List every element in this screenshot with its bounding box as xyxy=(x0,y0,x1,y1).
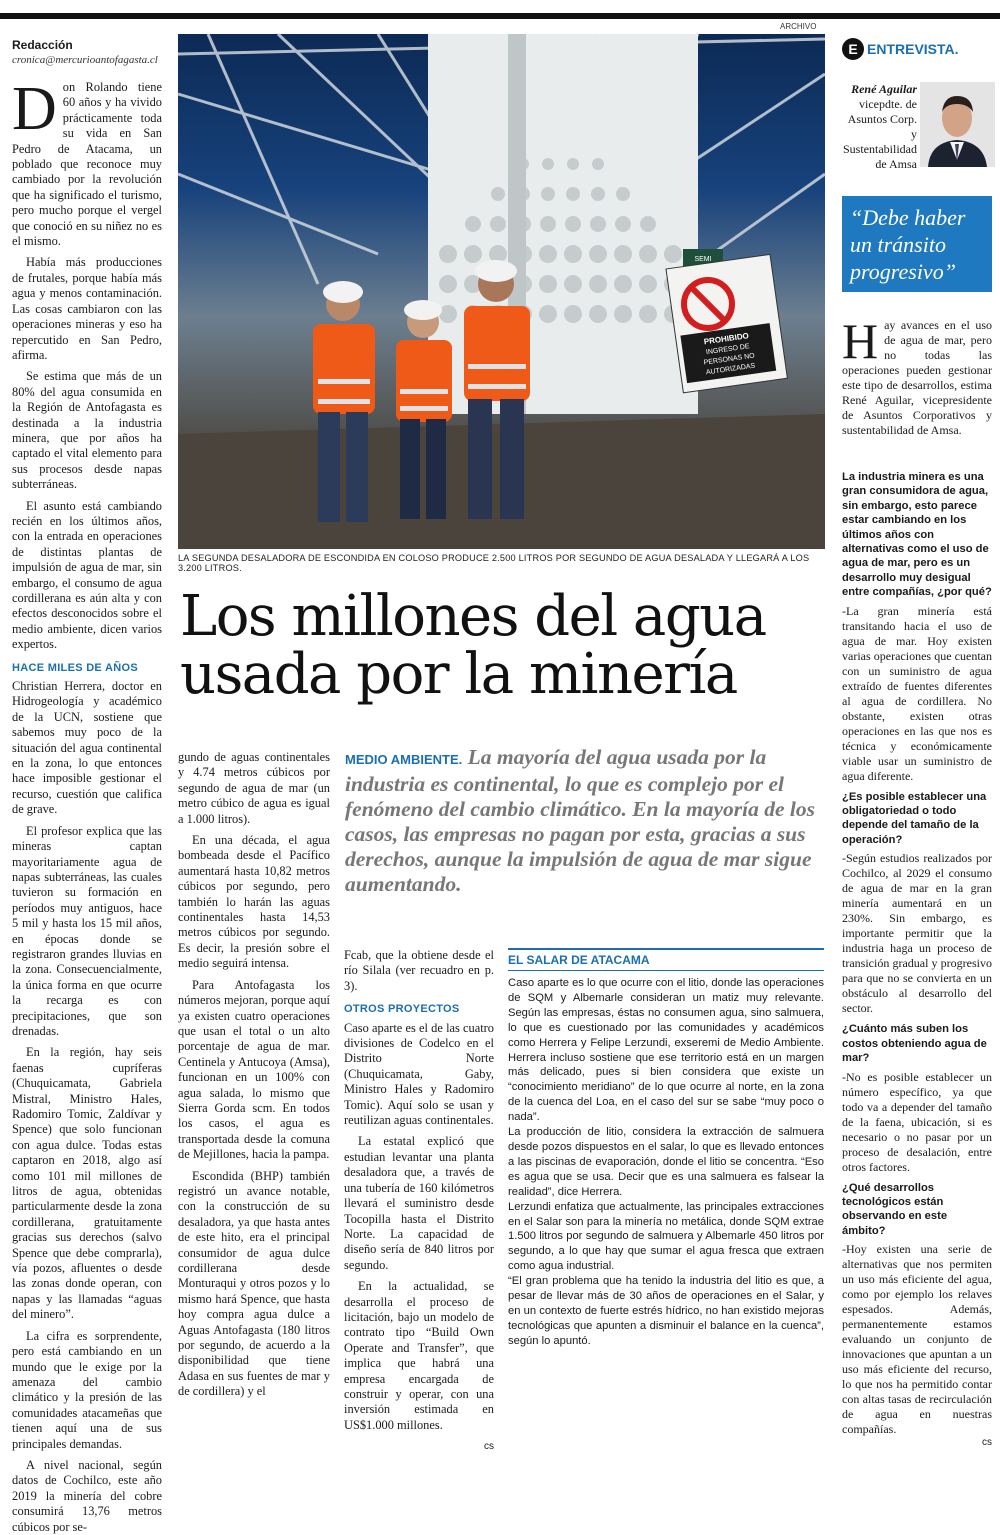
section-heading: OTROS PROYECTOS xyxy=(344,1003,460,1016)
interview-label: ENTREVISTA. xyxy=(867,41,959,57)
interview-qa xyxy=(842,464,992,1448)
pull-quote: “Debe haber un tránsito progresivo” xyxy=(842,196,992,292)
salar-paragraph: La producción de litio, considera la extracción de salmuera desde pozos dispuestos en el salar, lo que es llevado entonces a las piscinas de evaporación, donde el litio se concentra. “Eso es agua que se usa. Decir que es una salmuera es falsear la realidad”, dice Herrera. xyxy=(508,1126,824,1198)
paragraph: En una década, el agua bombeada desde el Pacífico aumentará hasta 10,82 metros cúbicos por segundo, pero también lo harán las aguas continentales hasta 14,53 metros cúbicos por segundo. Es decir, la presión sobre el medio seguirá intensa. xyxy=(178,833,330,971)
svg-text:AUTORIZADAS: AUTORIZADAS xyxy=(705,362,756,377)
column-3 xyxy=(344,948,494,1453)
intro-text: ay avances en el uso de agua de mar, pero no todas las operaciones pueden gestionar este tipo de desarrollos, estima René Aguilar, vicepresidente de Asuntos Corporativos y sustentabilidad de Amsa. xyxy=(842,318,992,437)
paragraph: A nivel nacional, según datos de Cochilco, este año 2019 la minería del cobre consumirá 13,76 metros cúbicos por se- xyxy=(12,1457,162,1534)
section-heading: HACE MILES DE AÑOS xyxy=(12,661,139,674)
answer: -No es posible establecer un número específico, ya que todo va a depender del tamaño de la faena, ubicación, si es necesario o no pasar por un proceso de desalación, entre otros factores. xyxy=(842,1069,992,1174)
interview-intro xyxy=(842,313,992,438)
lede xyxy=(345,745,823,897)
end-mark: cs xyxy=(982,1437,992,1449)
end-mark: cs xyxy=(484,1441,494,1453)
lede-tag: MEDIO AMBIENTE. xyxy=(345,752,463,767)
byline-name: Redacción xyxy=(12,38,73,52)
paragraph: on Rolando tiene 60 años y ha vivido prácticamente toda su vida en San Pedro de Atacama, un poblado que reconoce muy cambiado por la revolución que ha significado el turismo, pero mucho porque el vergel que conoció en su niñez no es el mismo. xyxy=(12,80,162,249)
question: ¿Qué desarrollos tecnológicos están observando en este ámbito? xyxy=(842,1181,948,1237)
interview-header xyxy=(842,38,997,60)
question: ¿Es posible establecer una obligatoriedad o todo depende del tamaño de la operación? xyxy=(842,790,987,846)
paragraph: Se estima que más de un 80% del agua consumida en la Región de Antofagasta es destinada a la industria minera, que por años ha captado el vital elemento para sus procesos desde napas subterráneas. xyxy=(12,369,162,492)
salar-title: EL SALAR DE ATACAMA xyxy=(508,948,824,971)
paragraph: gundo de aguas continentales y 4.74 metros cúbicos por segundo de agua de mar (un metro cúbico de agua es igual a 1.000 litros). xyxy=(178,750,330,826)
paragraph: Escondida (BHP) también registró un avance notable, con la construcción de su desaladora, ya que hasta antes de este hito, era el principal consumidor de agua dulce cordillerana desde Monturaqui y otros pozos y lo mismo hará Spence, que hasta hoy compra agua dulce a Aguas Antofagasta (180 litros por segundo, de acuerdo a la disponibilidad que tiene Adasa en sus fuentes de mar y de cordillera) y el xyxy=(178,1168,330,1399)
svg-text:INGRESO DE: INGRESO DE xyxy=(705,343,751,357)
interviewee-portrait xyxy=(920,82,995,167)
column-1 xyxy=(12,75,162,1534)
paragraph: En la actualidad, se desarrolla el proceso de licitación, bajo un modelo de contrato tipo “Build Own Operate and Transfer”, que implica que habrá una empresa encargada de construir y operar, con una inversión estimada en US$1.000 millones. xyxy=(344,1279,494,1432)
question: ¿Cuánto más suben los costos obteniendo agua de mar? xyxy=(842,1023,987,1065)
portrait-illustration xyxy=(920,82,995,167)
drop-cap: H xyxy=(842,313,879,369)
question: La industria minera es una gran consumidora de agua, sin embargo, esto parece estar cambiando en los últimos años con alternativas como el uso de agua de mar, pero es un desarrollo muy desigual entre compañías, ¿por qué? xyxy=(842,471,992,599)
sidebar-salar xyxy=(508,948,824,1349)
interviewee-info xyxy=(842,82,917,172)
answer: -Hoy existen una serie de alternativas que nos permiten un uso más eficiente del agua, como por ejemplo los relaves espesados. Además, permanentemente estamos evaluando un conjunto de innovaciones que apuntan a un uso más eficiente del recurso, lo que nos ha permitido contar con altas tasas de recirculación de agua en nuestras compañías. xyxy=(842,1242,992,1437)
interviewee-role: vicepdte. de Asuntos Corp. y Sustentabilidad de Amsa xyxy=(843,97,917,171)
paragraph: Fcab, que la obtiene desde el río Silala (ver recuadro en p. 3). xyxy=(344,948,494,993)
paragraph: La cifra es sorprendente, pero está cambiando en un mundo que le exige por la amenaza del cambio climático y la presión de las comunidades atacameñas que tienen aquí una de sus principales demandas. xyxy=(12,1328,162,1451)
byline-email: cronica@mercurioantofagasta.cl xyxy=(12,54,158,66)
paragraph: Para Antofagasta los números mejoran, porque aquí ya existen cuatro operaciones que usan el total o un alto porcentaje de agua de mar. Centinela y Antucoya (Amsa), funcionan en un 100% con agua salada, lo mismo que Sierra Gorda scm. En todos los casos, el agua es transportada desde la comuna de Mejillones, hacia la pampa. xyxy=(178,977,330,1162)
column-2 xyxy=(178,750,330,1399)
lede-text: La mayoría del agua usada por la industria es continental, lo que es complejo por el fenómeno del cambio climático. En la mayoría de los casos, las empresas no pagan por esta, gracias a sus derechos, aunque la impulsión de agua de mar sigue aumentando. xyxy=(345,745,815,896)
photo-credit: ARCHIVO xyxy=(780,22,817,31)
paragraph: En la región, hay seis faenas cupríferas (Chuquicamata, Gabriela Mistral, Ministro Hales, Radomiro Tomic, Zaldívar y Spence) que solo funcionan con agua dulce. Todas estas captaron en 2018, algo así como 101 mil millones de litros de agua, obtenidas particularmente desde la zona cordillerana, gratuitamente gracias sus derechos (salvo Spence que debe comprarla), vía pozos, afluentes o desde las zonas donde operan, con napas y las llamadas “aguas del minero”. xyxy=(12,1045,162,1322)
answer: -La gran minería está transitando hacia el uso de agua de mar. Hoy existen varias operaciones que cuentan con un suministro de agua extraído de fuentes diferentes al agua de cordillera. No obstante, existen otras operaciones en las que nos es técnica y económicamente viable usar un suministro de agua diferente. xyxy=(842,603,992,783)
paragraph: La estatal explicó que estudian levantar una planta desaladora que, a través de una tubería de 160 kilómetros llevará el suministro desde Tocopilla hasta el Distrito Norte. La capacidad de diseño sería de 840 litros por segundo. xyxy=(344,1134,494,1272)
svg-text:PERSONAS NO: PERSONAS NO xyxy=(703,352,756,367)
photo-desalination-plant xyxy=(178,34,825,549)
salar-paragraph: Lerzundi enfatiza que actualmente, las principales extracciones en el Salar son para la minería no metálica, donde SQM extrae 1.500 litros por segundo de salmuera y Albemarle 450 litros por segundo, a lo que hay que sumar el agua fresca que extraen como agua industrial. xyxy=(508,1200,824,1273)
photo-illustration xyxy=(178,34,825,549)
byline xyxy=(12,38,172,66)
photo-caption: LA SEGUNDA DESALADORA DE ESCONDIDA EN COLOSO PRODUCE 2.500 LITROS POR SEGUNDO DE AGUA DESALADA Y LLEGARÁ A LOS 3.200 LITROS. xyxy=(178,553,810,573)
paragraph: Christian Herrera, doctor en Hidrogeología y académico de la UCN, sostiene que sabemos muy poco de la situación del agua continental en la zona, lo que entonces hace imposible gestionar el recurso, cuestión que califica de grave. xyxy=(12,679,162,817)
paragraph: Caso aparte es el de las cuatro divisiones de Codelco en el Distrito Norte (Chuquicamata, Gaby, Ministro Hales y Radomiro Tomic). Aquí solo se usan y reutilizan aguas continentales. xyxy=(344,1020,494,1128)
drop-cap: D xyxy=(12,75,57,143)
sign-text: PROHIBIDO xyxy=(703,331,750,347)
interview-badge: E xyxy=(842,38,864,60)
rack-label: SEMI xyxy=(694,256,712,263)
paragraph: Había más producciones de frutales, porque había más agua y menos contaminación. Las cosas cambiaron con las operaciones mineras y eso ha repercutido en San Pedro, afirma. xyxy=(12,255,162,362)
answer: -Según estudios realizados por Cochilco, al 2029 el consumo de agua de mar en la gran minería aumentará en un 230%. Sin embargo, es importante permitir que la industria haga un proceso de transición gradual y progresivo para que no se convierta en un obstáculo al desarrollo del sector. xyxy=(842,851,992,1016)
headline: Los millones del agua usada por la minería xyxy=(180,584,766,707)
top-rule xyxy=(0,13,1000,19)
paragraph: El asunto está cambiando recién en los últimos años, con la entrada en operaciones de distintas plantas de impulsión de agua de mar, sin embargo, el consumo de agua cordillerana es aún alta y con efectos desconocidos sobre el medio ambiente, dicen varios expertos. xyxy=(12,498,162,652)
interviewee-name: René Aguilar xyxy=(851,82,917,96)
paragraph: El profesor explica que las mineras captan mayoritariamente agua de napas subterráneas, las cuales tuvieron su formación en períodos muy antiguos, hace 5 mil y hasta los 15 mil años, en épocas donde se registraron grandes lluvias en la zona. Consecuencialmente, la única forma en que ocurre la recarga es con precipitaciones, que son drenadas. xyxy=(12,823,162,1038)
salar-paragraph: Caso aparte es lo que ocurre con el litio, donde las operaciones de SQM y Albemarle consideran un matiz muy relevante. Según las empresas, éstas no consumen agua, sino salmuera, lo que es cuestionado por las comunidades y académicos como Herrera y Felipe Lerzundi, exseremi de Medio Ambiente. Herrera incluso sostiene que ese territorio está en un margen más delicado, pues si bien considera que existe un “conocimiento meridiano” de lo que ocurre al norte, en la zona de la cuenca del Loa, en el caso del sur se sabe “muy poco o nada”. xyxy=(508,977,824,1124)
salar-paragraph: “El gran problema que ha tenido la industria del litio es que, a pesar de llevar más de 30 años de operaciones en el Salar, y en un contexto de fuerte estrés hídrico, no han existido mejoras tecnológicas que apunten a disminuir el balance en la cuenca”, según lo apuntó. xyxy=(508,1275,824,1347)
